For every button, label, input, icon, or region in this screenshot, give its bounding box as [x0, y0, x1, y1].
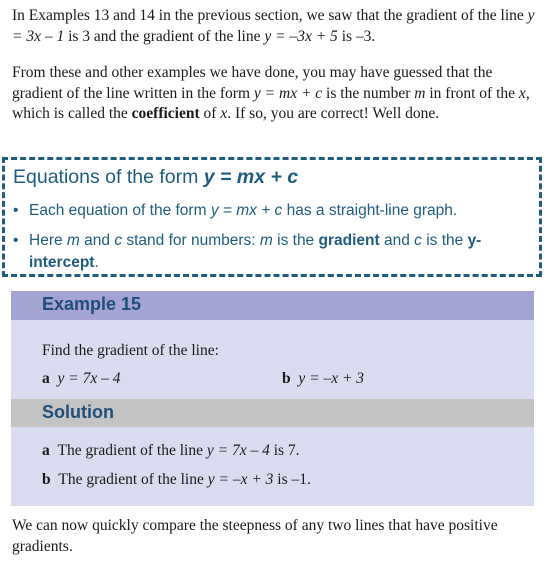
text: is –3. [337, 27, 376, 45]
text: is 7. [269, 442, 300, 459]
solution-part-a [42, 441, 300, 461]
text: stand for numbers: [122, 232, 260, 249]
equation: y = mx + c [210, 202, 283, 219]
equation: y = 7x – 4 [206, 442, 270, 459]
intro-paragraph-1 [12, 6, 536, 47]
example-part-a [42, 369, 120, 389]
equation: y = –3x + 5 [264, 27, 338, 45]
solution-title: Solution [42, 402, 114, 422]
text: . If so, you are correct! Well done. [227, 105, 440, 122]
text: of [199, 105, 221, 122]
solution-body [11, 427, 534, 506]
key-term: coefficient [131, 105, 200, 122]
text: is –1. [273, 471, 311, 488]
text: and [79, 232, 115, 249]
equation: y = –x + 3 [298, 370, 365, 387]
text: In Examples 13 and 14 in the previous section, we saw that the gradient of the line [12, 7, 528, 24]
variable: m [259, 232, 273, 249]
variable: m [414, 84, 426, 102]
text: Here [29, 232, 67, 249]
text: is 3 and the gradient of the line [64, 27, 265, 45]
part-label: a [42, 370, 50, 387]
text: is the [421, 232, 468, 249]
equation: y = mx + c [253, 84, 323, 102]
text: in front of the [425, 84, 519, 102]
example-prompt: Find the gradient of the line: [42, 342, 219, 359]
example-header [11, 291, 534, 320]
variable: c [414, 232, 422, 249]
text: . [94, 254, 99, 271]
text: and [379, 232, 415, 249]
variable: x [220, 105, 228, 122]
key-term: gradient [318, 232, 380, 249]
key-point-box [2, 157, 542, 277]
text: has a straight-line graph. [282, 202, 458, 219]
equation: y = 3x – 1 [12, 7, 535, 45]
example-part-b [282, 369, 364, 389]
text: Each equation of the form [29, 202, 211, 219]
equation: y = –x + 3 [207, 471, 274, 488]
text: The gradient of the line [58, 471, 208, 488]
bullet-icon: • [13, 232, 19, 249]
variable: c [114, 232, 123, 249]
equation: y = 7x – 4 [57, 370, 121, 387]
bullet-item [13, 200, 533, 222]
variable: m [66, 232, 80, 249]
example-title: Example 15 [42, 294, 142, 314]
variable: x [518, 84, 526, 102]
title-text: Equations of the form [13, 166, 204, 188]
part-label: a [42, 442, 50, 459]
text: is the number [322, 84, 415, 102]
key-term: y-intercept [29, 232, 482, 271]
title-equation: y = mx + c [203, 166, 299, 188]
intro-paragraph-2 [12, 63, 536, 125]
part-label: b [42, 471, 51, 488]
bullet-item [13, 230, 533, 274]
text: , which is called the [12, 84, 530, 122]
outro-paragraph: We can now quickly compare the steepness of any two lines that have positive gradients. [12, 517, 498, 555]
text: From these and other examples we have done, you may have guessed that the gradient of the line written in the form [12, 64, 493, 102]
text: is the [272, 232, 319, 249]
example-body [11, 320, 534, 399]
bullet-icon: • [13, 202, 19, 219]
text: The gradient of the line [57, 442, 207, 459]
solution-part-b [42, 470, 311, 490]
key-point-title [13, 166, 298, 189]
solution-header [11, 399, 534, 427]
part-label: b [282, 370, 291, 387]
